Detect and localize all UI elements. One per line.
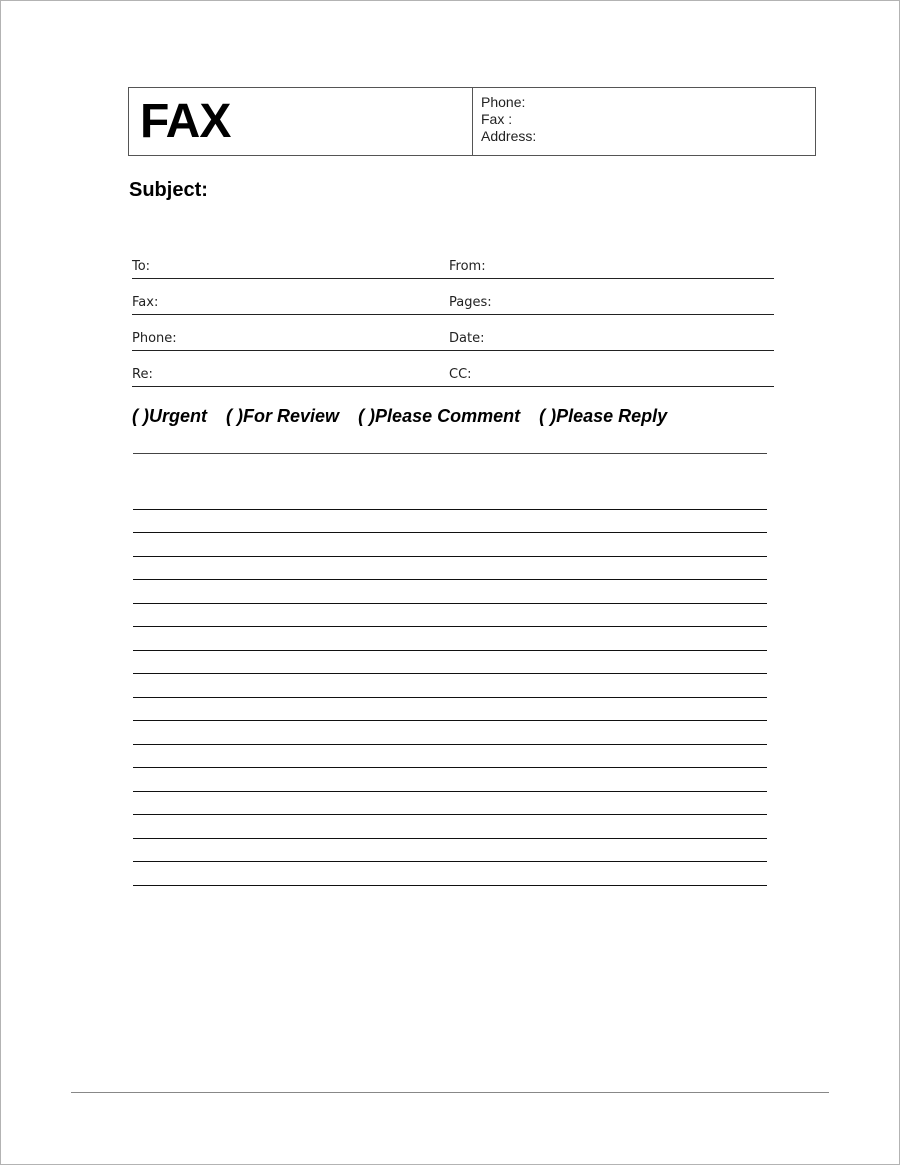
option-for-review[interactable]: ( )For Review <box>226 406 340 426</box>
contact-info <box>481 94 536 145</box>
note-line[interactable] <box>133 815 767 839</box>
field-cc-label: CC: <box>449 367 472 382</box>
fax-header <box>128 87 816 156</box>
note-line[interactable] <box>133 745 767 769</box>
option-urgent[interactable]: ( )Urgent <box>132 406 207 426</box>
note-line[interactable] <box>133 580 767 604</box>
note-line[interactable] <box>133 651 767 675</box>
note-line[interactable] <box>133 604 767 628</box>
note-line[interactable] <box>133 557 767 581</box>
note-line[interactable] <box>133 627 767 651</box>
notes-area[interactable] <box>133 453 767 886</box>
fax-title: FAX <box>140 95 231 148</box>
subject-label: Subject: <box>129 179 208 201</box>
note-line[interactable] <box>133 792 767 816</box>
field-phone-label: Phone: <box>132 331 177 346</box>
note-line[interactable] <box>133 533 767 557</box>
contact-address: Address: <box>481 128 537 144</box>
note-line[interactable] <box>133 486 767 510</box>
field-fax-label: Fax: <box>132 295 159 310</box>
note-line[interactable] <box>133 698 767 722</box>
field-row[interactable] <box>132 328 774 364</box>
field-row[interactable] <box>132 364 774 400</box>
contact-phone: Phone: <box>481 94 526 110</box>
option-please-reply[interactable]: ( )Please Reply <box>539 406 668 426</box>
footer-rule <box>71 1092 829 1093</box>
note-line[interactable] <box>133 453 767 454</box>
field-to-label: To: <box>132 259 151 274</box>
note-line[interactable] <box>133 674 767 698</box>
field-re-label: Re: <box>132 367 153 382</box>
field-pages-label: Pages: <box>449 295 492 310</box>
field-date-label: Date: <box>449 331 485 346</box>
note-line[interactable] <box>133 839 767 863</box>
note-line[interactable] <box>133 768 767 792</box>
field-row[interactable] <box>132 292 774 328</box>
option-please-comment[interactable]: ( )Please Comment <box>358 406 521 426</box>
priority-options <box>132 406 681 427</box>
field-row[interactable] <box>132 256 774 292</box>
note-line[interactable] <box>133 721 767 745</box>
field-from-label: From: <box>449 259 486 274</box>
note-line[interactable] <box>133 862 767 886</box>
header-divider <box>472 88 473 155</box>
fax-fields <box>132 256 774 400</box>
contact-fax: Fax : <box>481 111 513 127</box>
note-line[interactable] <box>133 510 767 534</box>
